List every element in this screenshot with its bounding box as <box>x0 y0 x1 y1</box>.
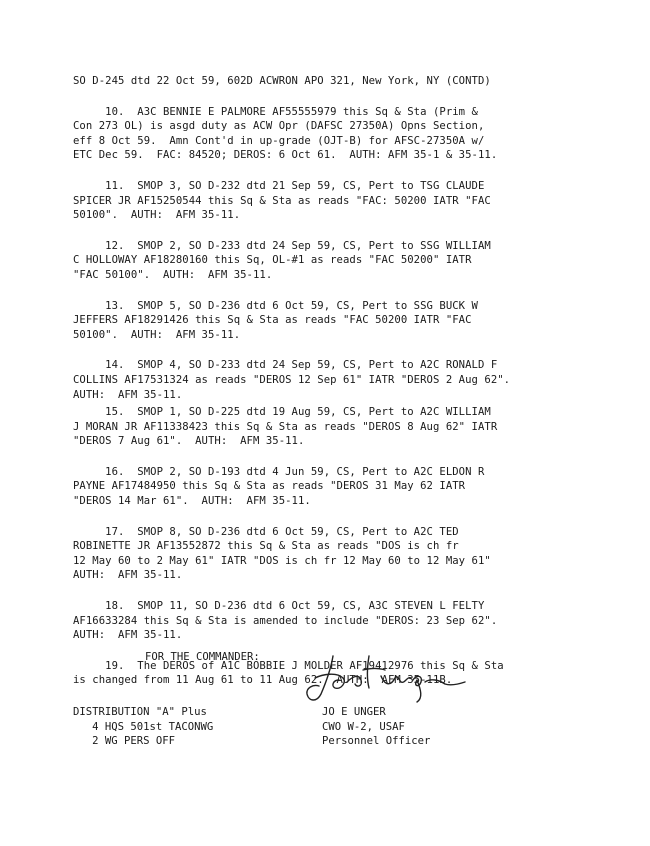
paragraph-line: 13. SMOP 5, SO D-236 dtd 6 Oct 59, CS, Pert to SSG BUCK W <box>73 299 478 312</box>
signature-block <box>322 705 430 749</box>
paragraph-line: 11. SMOP 3, SO D-232 dtd 21 Sep 59, CS, Pert to TSG CLAUDE <box>73 179 485 192</box>
paragraph-list <box>73 105 638 688</box>
paragraph-line: "FAC 50100". AUTH: AFM 35-11. <box>73 268 273 281</box>
paragraph-line: 16. SMOP 2, SO D-193 dtd 4 Jun 59, CS, Pert to A2C ELDON R <box>73 465 485 478</box>
paragraph-line: JEFFERS AF18291426 this Sq & Sta as reads "FAC 50200 IATR "FAC <box>73 314 472 327</box>
document-body <box>73 74 638 688</box>
paragraph-line: 18. SMOP 11, SO D-236 dtd 6 Oct 59, CS, A3C STEVEN L FELTY <box>73 600 485 613</box>
distribution-line: 2 WG PERS OFF <box>73 735 176 748</box>
signer-line: Personnel Officer <box>322 735 431 748</box>
paragraph-line: AUTH: AFM 35-11. <box>73 629 183 642</box>
numbered-paragraph <box>73 405 638 449</box>
numbered-paragraph <box>73 105 638 163</box>
distribution-line: DISTRIBUTION "A" Plus <box>73 706 207 718</box>
paragraph-line: 15. SMOP 1, SO D-225 dtd 19 Aug 59, CS, Pert to A2C WILLIAM <box>73 406 491 419</box>
paragraph-line: AF16633284 this Sq & Sta is amended to include "DEROS: 23 Sep 62". <box>73 614 498 627</box>
paragraph-line: ETC Dec 59. FAC: 84520; DEROS: 6 Oct 61. AUTH: AFM 35-1 & 35-11. <box>73 149 498 162</box>
paragraph-line: "DEROS 14 Mar 61". AUTH: AFM 35-11. <box>73 495 311 508</box>
paragraph-line: 10. A3C BENNIE E PALMORE AF55555979 this Sq & Sta (Prim & <box>73 105 478 118</box>
paragraph-line: Con 273 OL) is asgd duty as ACW Opr (DAFSC 27350A) Opns Section, <box>73 120 485 133</box>
paragraph-line: 17. SMOP 8, SO D-236 dtd 6 Oct 59, CS, Pert to A2C TED <box>73 525 459 538</box>
paragraph-line: AUTH: AFM 35-11. <box>73 569 183 582</box>
numbered-paragraph <box>73 465 638 509</box>
numbered-paragraph <box>73 599 638 643</box>
document-header: SO D-245 dtd 22 Oct 59, 602D ACWRON APO 321, New York, NY (CONTD) <box>73 75 491 87</box>
paragraph-line: 12 May 60 to 2 May 61" IATR "DOS is ch fr 12 May 60 to 12 May 61" <box>73 554 491 567</box>
paragraph-line: is changed from 11 Aug 61 to 11 Aug 62. AUTH: AFM 35-11B. <box>73 674 453 687</box>
paragraph-line: COLLINS AF17531324 as reads "DEROS 12 Sep 61" IATR "DEROS 2 Aug 62". <box>73 373 511 386</box>
paragraph-line: ROBINETTE JR AF13552872 this Sq & Sta as reads "DOS is ch fr <box>73 540 459 553</box>
paragraph-line: eff 8 Oct 59. Amn Cont'd in up-grade (OJT-B) for AFSC-27350A w/ <box>73 134 485 147</box>
signer-line: CWO W-2, USAF <box>322 720 405 733</box>
closing-text: FOR THE COMMANDER: <box>145 651 260 663</box>
paragraph-line: 12. SMOP 2, SO D-233 dtd 24 Sep 59, CS, Pert to SSG WILLIAM <box>73 239 491 252</box>
numbered-paragraph <box>73 358 638 402</box>
numbered-paragraph <box>73 239 638 283</box>
paragraph-line: 50100". AUTH: AFM 35-11. <box>73 328 241 341</box>
signer-line: JO E UNGER <box>322 706 386 718</box>
distribution-line: 4 HQS 501st TACONWG <box>73 720 214 733</box>
paragraph-line: 50100". AUTH: AFM 35-11. <box>73 209 241 222</box>
paragraph-line: AUTH: AFM 35-11. <box>73 388 183 401</box>
numbered-paragraph <box>73 179 638 223</box>
paragraph-line: 14. SMOP 4, SO D-233 dtd 24 Sep 59, CS, Pert to A2C RONALD F <box>73 359 498 372</box>
paragraph-line: J MORAN JR AF11338423 this Sq & Sta as reads "DEROS 8 Aug 62" IATR <box>73 420 498 433</box>
numbered-paragraph <box>73 299 638 343</box>
paragraph-line: 19. The DEROS of A1C BOBBIE J MOLDER AF19412976 this Sq & Sta <box>73 659 504 672</box>
handwritten-signature <box>303 650 473 712</box>
paragraph-line: C HOLLOWAY AF18280160 this Sq, OL-#1 as reads "FAC 50200" IATR <box>73 254 472 267</box>
distribution-block <box>73 705 213 749</box>
numbered-paragraph <box>73 525 638 583</box>
paragraph-line: PAYNE AF17484950 this Sq & Sta as reads "DEROS 31 May 62 IATR <box>73 480 466 493</box>
paragraph-line: "DEROS 7 Aug 61". AUTH: AFM 35-11. <box>73 435 305 448</box>
paragraph-line: SPICER JR AF15250544 this Sq & Sta as reads "FAC: 50200 IATR "FAC <box>73 194 491 207</box>
